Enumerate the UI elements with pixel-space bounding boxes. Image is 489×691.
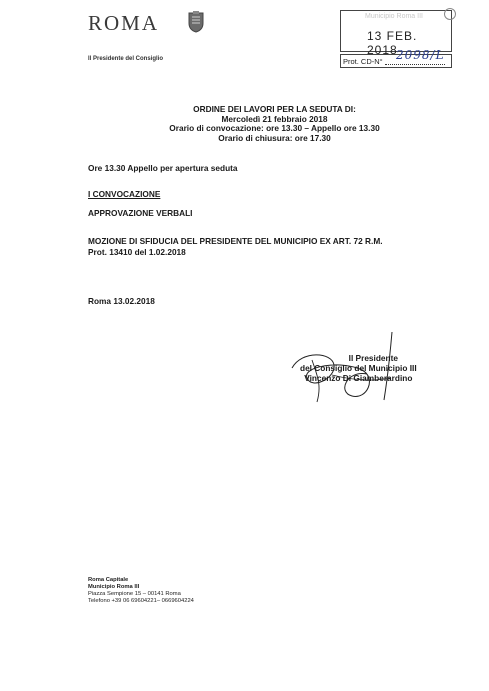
footer-phone: Telefono +39 06 69604221– 0669604224 [88,598,194,604]
stamp-date: 13 FEB. 2018 [367,29,418,57]
mozione-title: MOZIONE DI SFIDUCIA DEL PRESIDENTE DEL MUNICIPIO EX ART. 72 R.M. [88,236,383,246]
place-date: Roma 13.02.2018 [88,296,155,306]
roma-logo-text: ROMA [88,11,160,35]
signature-name: Vincenzo Di Giamberardino [304,373,413,383]
footer-municipio: Municipio Roma III [88,584,140,590]
signature-title: Il Presidente [348,353,398,363]
footer-org: Roma Capitale [88,577,129,583]
roma-crest-icon [187,11,205,33]
agenda-heading [0,105,489,143]
protocol-stamp [340,10,452,68]
stamp-protocol-box [340,48,452,68]
footer-address: Piazza Sempione 15 – 00141 Roma [88,591,181,597]
stamp-protocol-number: 2098/L [396,48,445,62]
stamp-dotted-line [385,64,445,65]
stamp-corner-mark [444,8,456,20]
appello-text: Ore 13.30 Appello per apertura seduta [88,163,238,173]
approvazione-verbali: APPROVAZIONE VERBALI [88,208,193,218]
mozione-protocol: Prot. 13410 del 1.02.2018 [88,247,186,257]
heading-line-2: Mercoledì 21 febbraio 2018 [221,113,328,124]
signature-block [300,353,417,383]
header-subtitle: Il Presidente del Consiglio [88,56,164,62]
heading-line-4: Orario di chiusura: ore 17.30 [218,132,331,143]
stamp-protocol-label: Prot. CD-N° [343,57,383,66]
heading-line-1: ORDINE DEI LAVORI PER LA SEDUTA DI: [193,104,356,114]
convocazione-heading: I CONVOCAZIONE [88,189,161,199]
signature-role: del Consiglio del Municipio III [300,363,417,373]
heading-line-3: Orario di convocazione: ore 13.30 – Appello ore 13.30 [169,123,380,133]
stamp-office-text: Municipio Roma III [365,13,423,20]
